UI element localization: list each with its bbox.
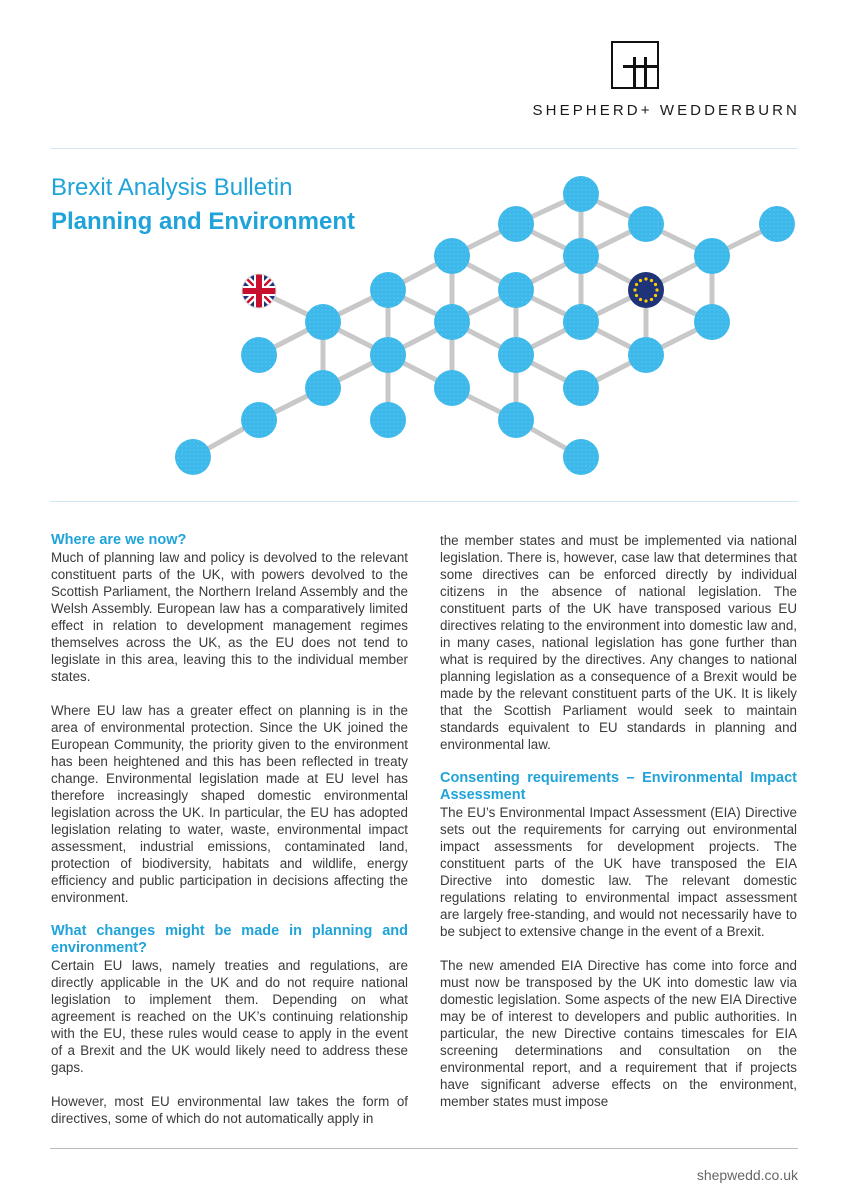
eu-star: [639, 279, 642, 282]
footer-divider: [50, 1148, 798, 1149]
eu-star: [655, 288, 658, 291]
eu-star: [644, 299, 647, 302]
heading-consenting-requirements: Consenting requirements – Environmental Impact Assessment: [440, 770, 797, 803]
bulletin-subtitle: Planning and Environment: [51, 208, 356, 235]
paragraph: Where EU law has a greater effect on planning is in the area of environmental protection. Since the UK joined the European Community, the priority given to the environment has been heightened and this has been reflected in treaty change. Environmental legislation made at EU level has therefore increasingly shaped domestic environmental legislation across the UK. In particular, the EU has adopted legislation relating to water, waste, environmental impact assessment, industrial emissions, contaminated land, protection of biodiversity, habitats and wildlife, energy efficiency and public participation in decisions affecting the environment.: [51, 703, 408, 905]
left-column: [51, 532, 408, 1127]
paragraph: Much of planning law and policy is devolved to the relevant constituent parts of the UK, with powers devolved to the Scottish Parliament, the Northern Ireland Assembly and the Welsh Assembly. European law has a comparatively limited effect in relation to development management regimes themselves across the UK, as the EU does not tend to legislate in this area, leaving this to the individual member states.: [51, 550, 408, 684]
eu-star: [633, 288, 636, 291]
paragraph: the member states and must be implemented via national legislation. There is, however, case law that determines that some directives can be enforced directly by individual citizens in the absence of national legislation. The constituent parts of the UK have transposed various EU directives relating to the environment into domestic law and, in many cases, national legislation has gone further than what is required by the directives. Any changes to national planning legislation as a consequence of a Brexit would be made by the relevant constituent parts of the UK. It is likely that the Scottish Parliament would seek to maintain standards equivalent to EU standards in planning and environmental law.: [440, 533, 797, 752]
paragraph: The new amended EIA Directive has come into force and must now be transposed by the UK into domestic law via domestic legislation. Some aspects of the new EIA Directive may be of interest to developers and public authorities. In particular, the new Directive contains timescales for EIA screening determinations and consultation on the environmental report, and a requirement that if projects have significant adverse effects on the environment, member states must impose: [440, 958, 797, 1109]
logo-mark: [611, 41, 659, 89]
footer-website-link[interactable]: shepwedd.co.uk: [696, 1167, 798, 1183]
graphic-divider: [50, 501, 798, 502]
eu-star: [644, 277, 647, 280]
eu-flag-icon: [628, 272, 664, 308]
right-column: [440, 532, 797, 1110]
eu-star: [635, 283, 638, 286]
eu-star: [639, 298, 642, 301]
eu-star: [654, 283, 657, 286]
eu-star: [654, 294, 657, 297]
eu-star: [650, 298, 653, 301]
logo-wordmark: SHEPHERD+ WEDDERBURN: [532, 102, 800, 119]
top-divider: [50, 148, 798, 149]
paragraph: Certain EU laws, namely treaties and regulations, are directly applicable in the UK and do not require national legislation to implement them. Depending on what agreement is reached on the UK’s continuing relationship with the EU, these rules would cease to apply in the event of a Brexit and the UK would likely need to address these gaps.: [51, 958, 408, 1075]
heading-what-changes: What changes might be made in planning and environment?: [51, 923, 408, 956]
uk-flag-icon: [240, 272, 278, 310]
eu-star: [650, 279, 653, 282]
heading-where-are-we-now: Where are we now?: [51, 532, 187, 548]
bulletin-title: Brexit Analysis Bulletin: [51, 174, 293, 201]
paragraph: The EU’s Environmental Impact Assessment (EIA) Directive sets out the requirements for carrying out environmental impact assessments for development projects. The constituent parts of the UK have transposed the EIA Directive into domestic law. The relevant domestic regulations relating to environmental impact assessment are largely free-standing, and would not necessarily have to be subject to extensive change in the event of a Brexit.: [440, 805, 797, 939]
network-graphic: [160, 170, 810, 480]
paragraph: However, most EU environmental law takes the form of directives, some of which do not automatically apply in: [51, 1094, 408, 1126]
eu-star: [635, 294, 638, 297]
